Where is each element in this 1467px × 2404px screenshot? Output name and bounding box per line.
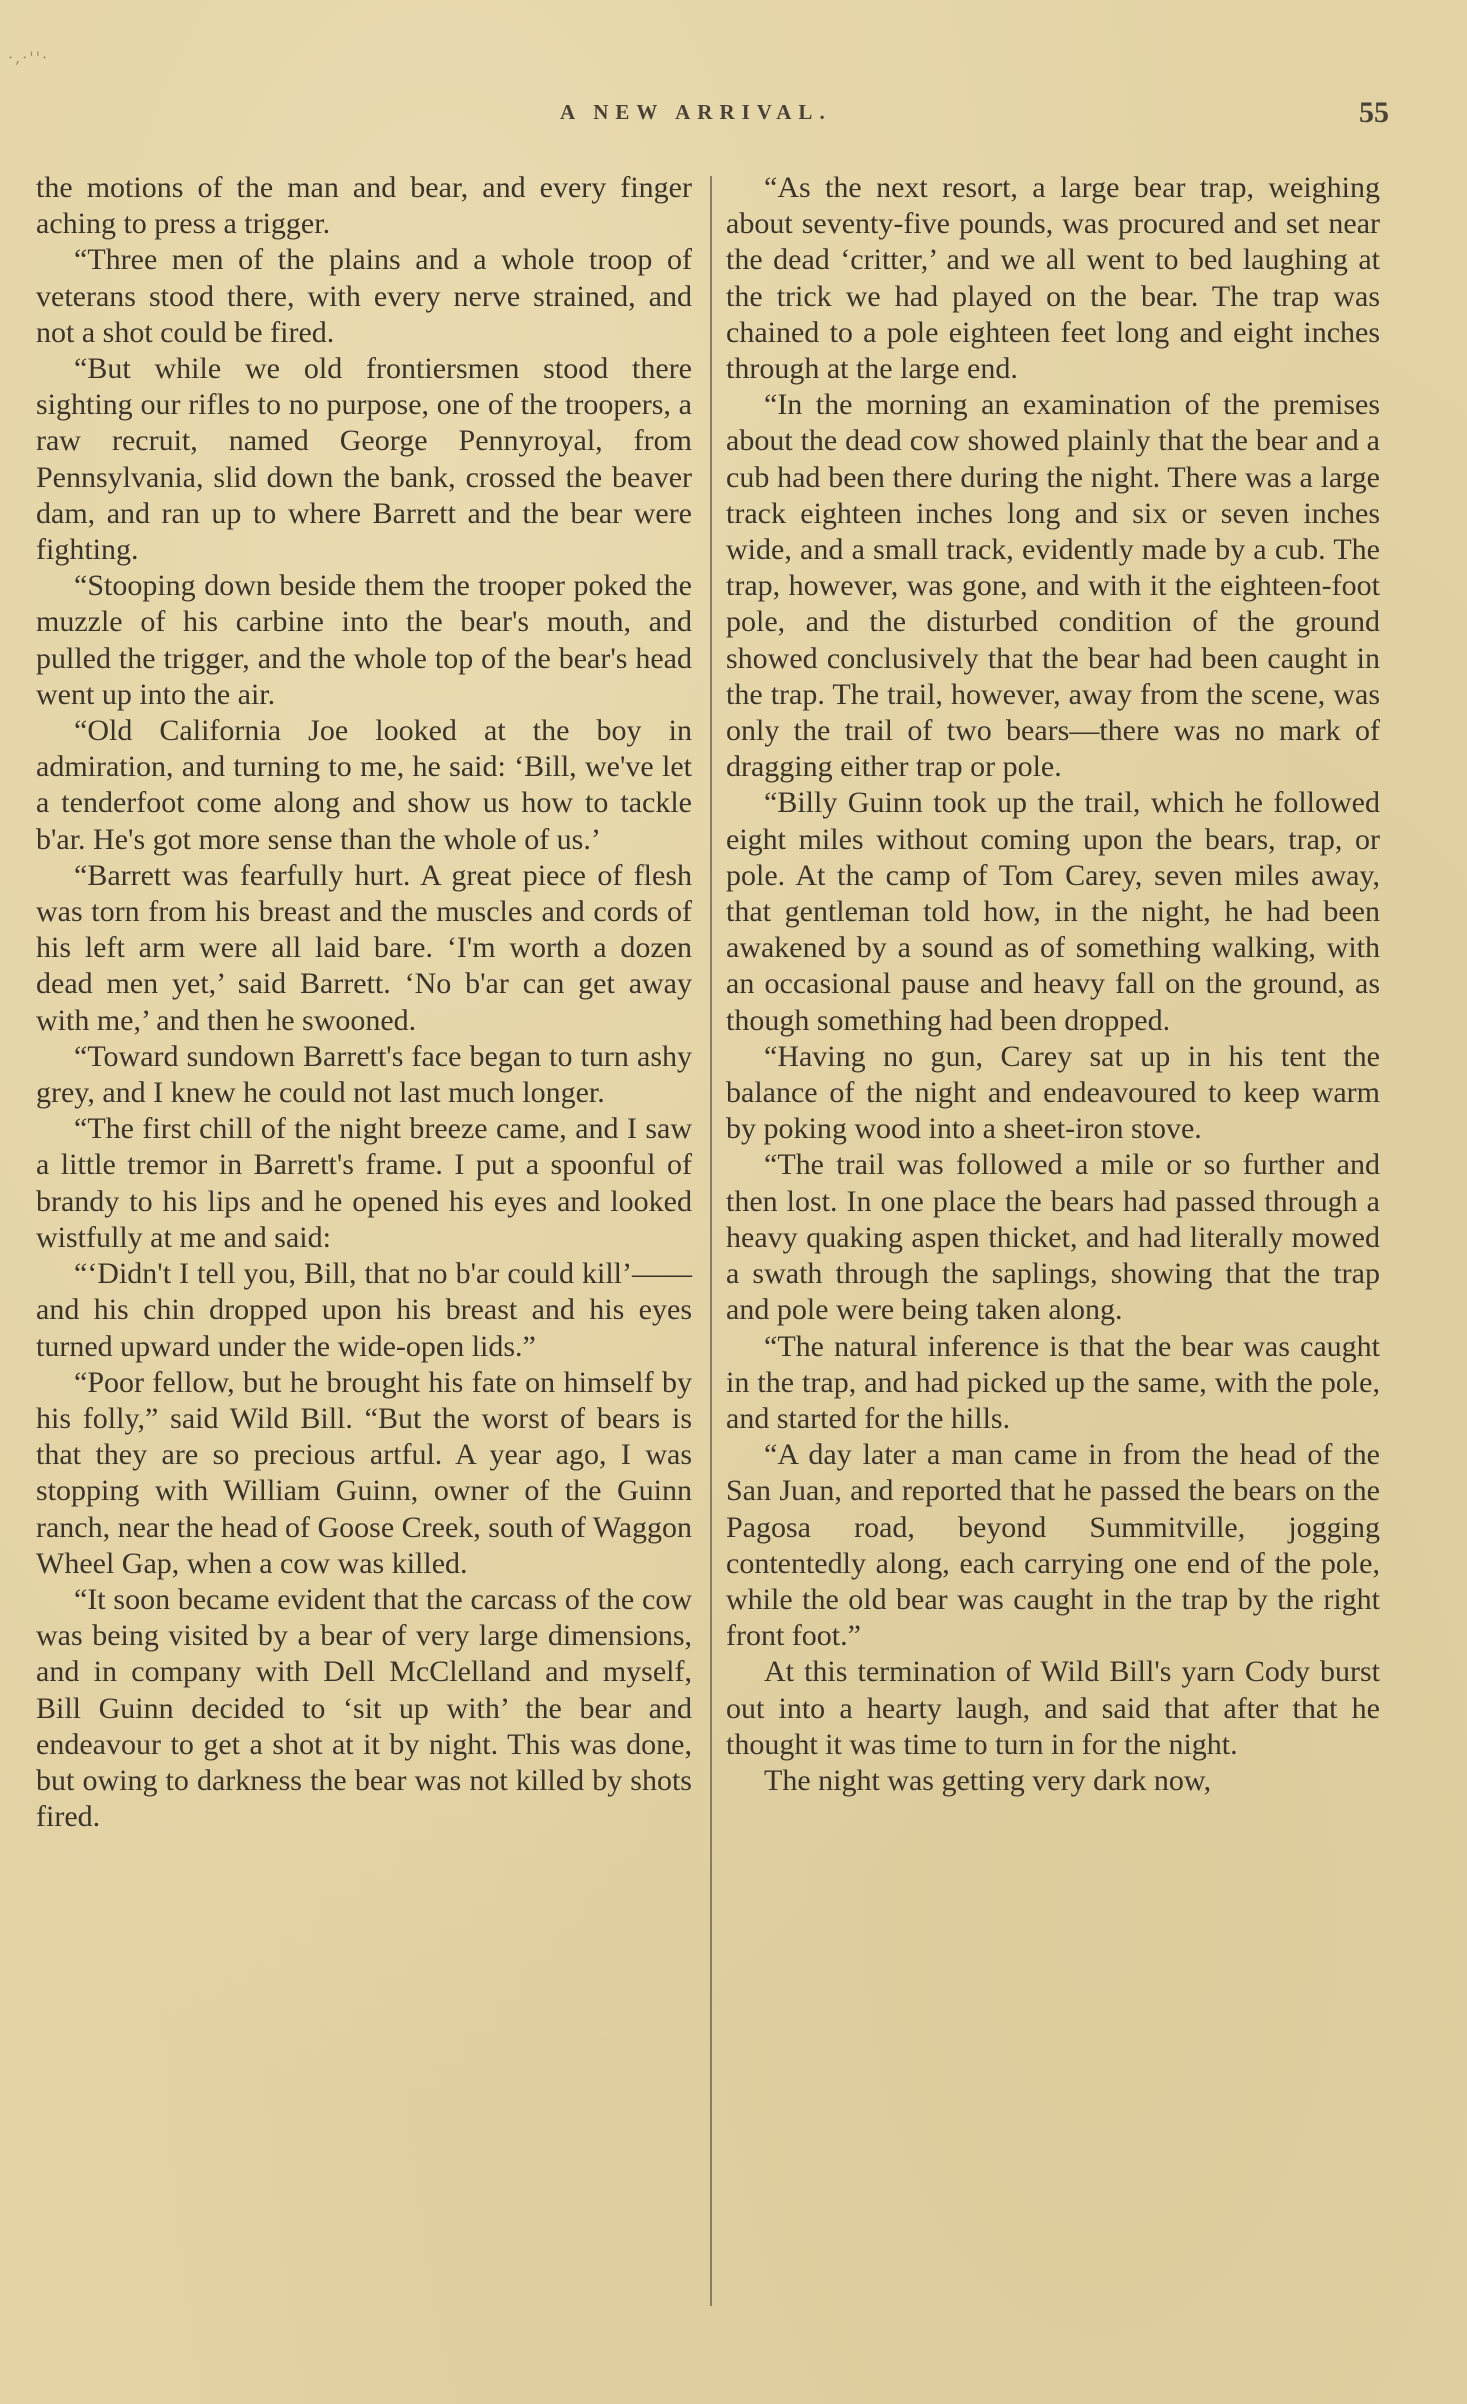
paragraph: The night was getting very dark now, xyxy=(764,1763,1212,1797)
paragraph: “It soon became evident that the carcass of the cow was being visited by a bear of very large dimensions, and in company with Dell McClelland and myself, Bill Guinn decided to ‘sit up with’ the bear and endeavour to get a shot at it by night. This was done, but owing to darkness the bear was not killed by shots fired. xyxy=(36,1582,692,1834)
left-column xyxy=(36,170,692,1835)
page-number: 55 xyxy=(1359,96,1389,129)
running-header xyxy=(0,96,1467,140)
running-title: A NEW ARRIVAL. xyxy=(560,100,832,124)
paragraph: “Toward sundown Barrett's face began to turn ashy grey, and I knew he could not last much longer. xyxy=(36,1039,692,1110)
paragraph: At this termination of Wild Bill's yarn Cody burst out into a hearty laugh, and said that after that he thought it was time to turn in for the night. xyxy=(726,1655,1380,1761)
paragraph: “Old California Joe looked at the boy in admiration, and turning to me, he said: ‘Bill, we've let a tenderfoot come along and show us how to tackle b'ar. He's got more sense than the whole of us.’ xyxy=(36,714,692,856)
paragraph: “The first chill of the night breeze came, and I saw a little tremor in Barrett's frame. I put a spoonful of brandy to his lips and he opened his eyes and looked wistfully at me and said: xyxy=(36,1112,692,1254)
column-divider xyxy=(710,176,712,2306)
paragraph: “Three men of the plains and a whole troop of veterans stood there, with every nerve strained, and not a shot could be fired. xyxy=(36,243,692,349)
paragraph: “Billy Guinn took up the trail, which he followed eight miles without coming upon the bears, trap, or pole. At the camp of Tom Carey, seven miles away, that gentleman told how, in the night, he had been awakened by a sound as of something walking, with an occasional pause and heavy fall on the ground, as though something had been dropped. xyxy=(726,786,1380,1037)
paragraph: “‘Didn't I tell you, Bill, that no b'ar could kill’—— and his chin dropped upon his breast and his eyes turned upward under the wide-open lids.” xyxy=(36,1257,692,1363)
paragraph: “Poor fellow, but he brought his fate on himself by his folly,” said Wild Bill. “But the worst of bears is that they are so precious artful. A year ago, I was stopping with William Guinn, owner of the Guinn ranch, near the head of Goose Creek, south of Waggon Wheel Gap, when a cow was killed. xyxy=(36,1365,692,1580)
paragraph: “The natural inference is that the bear was caught in the trap, and had picked up the same, with the pole, and started for the hills. xyxy=(726,1329,1380,1435)
corner-mark: ·,·''· xyxy=(8,48,50,67)
paragraph: “A day later a man came in from the head of the San Juan, and reported that he passed the bears on the Pagosa road, beyond Summitville, jogging contentedly along, each carrying one end of the pole, while the old bear was caught in the trap by the right front foot.” xyxy=(726,1438,1380,1653)
paragraph: “The trail was followed a mile or so further and then lost. In one place the bears had passed through a heavy quaking aspen thicket, and had literally mowed a swath through the saplings, showing that the trap and pole were being taken along. xyxy=(726,1148,1380,1327)
paragraph: “In the morning an examination of the premises about the dead cow showed plainly that the bear and a cub had been there during the night. There was a large track eighteen inches long and six or seven inches wide, and a small track, evidently made by a cub. The trap, however, was gone, and with it the eighteen-foot pole, and the disturbed condition of the ground showed conclusively that the bear had been caught in the trap. The trail, however, away from the scene, was only the trail of two bears—there was no mark of dragging either trap or pole. xyxy=(726,388,1380,784)
paragraph: “Stooping down beside them the trooper poked the muzzle of his carbine into the bear's mouth, and pulled the trigger, and the whole top of the bear's head went up into the air. xyxy=(36,569,692,711)
paragraph: “Having no gun, Carey sat up in his tent the balance of the night and endeavoured to keep warm by poking wood into a sheet-iron stove. xyxy=(726,1039,1380,1146)
paragraph: “But while we old frontiersmen stood there sighting our rifles to no purpose, one of the troopers, a raw recruit, named George Pennyroyal, from Pennsylvania, slid down the bank, crossed the beaver dam, and ran up to where Barrett and the bear were fighting. xyxy=(36,352,692,567)
right-column xyxy=(726,170,1380,1799)
paragraph: the motions of the man and bear, and every finger aching to press a trigger. xyxy=(36,171,692,241)
paragraph: “As the next resort, a large bear trap, weighing about seventy-five pounds, was procured and set near the dead ‘critter,’ and we all went to bed laughing at the trick we had played on the bear. The trap was chained to a pole eighteen feet long and eight inches through at the large end. xyxy=(726,171,1380,386)
paragraph: “Barrett was fearfully hurt. A great piece of flesh was torn from his breast and the muscles and cords of his left arm were all laid bare. ‘I'm worth a dozen dead men yet,’ said Barrett. ‘No b'ar can get away with me,’ and then he swooned. xyxy=(36,858,692,1037)
